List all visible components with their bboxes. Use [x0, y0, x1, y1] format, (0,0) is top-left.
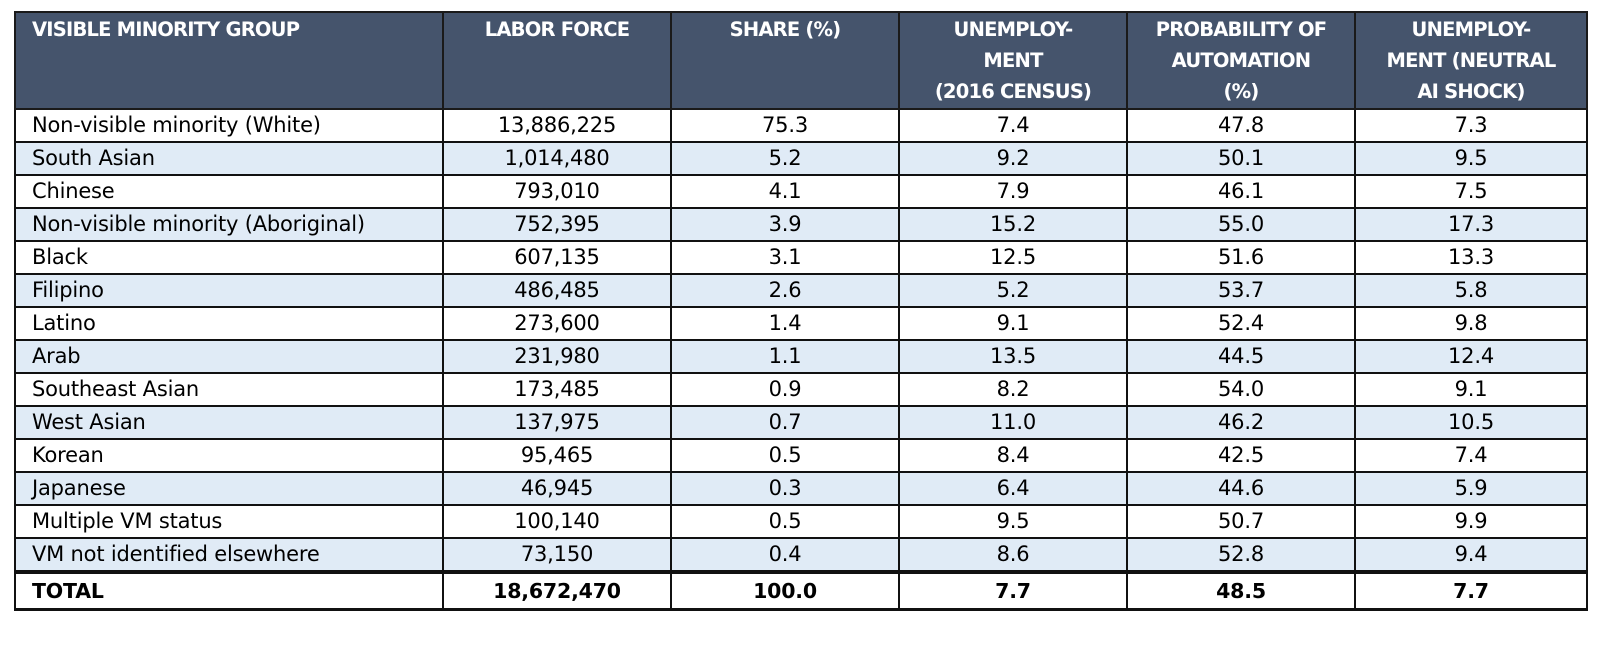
header-line: UNEMPLOY-	[1411, 18, 1531, 41]
column-header-share	[671, 12, 899, 109]
header-line: LABOR FORCE	[484, 18, 630, 41]
data-cell: 75.3	[671, 109, 899, 142]
data-cell: 3.1	[671, 241, 899, 274]
data-cell: 1,014,480	[443, 142, 671, 175]
data-cell: 100,140	[443, 505, 671, 538]
row-label-cell: South Asian	[15, 142, 443, 175]
data-cell: 10.5	[1355, 406, 1587, 439]
column-header-probability-of-automation	[1127, 12, 1355, 109]
data-cell: 46.1	[1127, 175, 1355, 208]
header-row	[15, 12, 1587, 109]
header-line: (2016 CENSUS)	[934, 80, 1092, 103]
column-header-unemployment-2016	[899, 12, 1127, 109]
data-cell: 7.5	[1355, 175, 1587, 208]
row-label-cell: Southeast Asian	[15, 373, 443, 406]
table-body	[15, 109, 1587, 610]
data-cell: 46,945	[443, 472, 671, 505]
column-header-labor-force	[443, 12, 671, 109]
row-label-cell: Multiple VM status	[15, 505, 443, 538]
data-cell: 50.7	[1127, 505, 1355, 538]
table-container	[14, 11, 1588, 611]
column-header-visible-minority-group	[15, 12, 443, 109]
data-cell: 52.4	[1127, 307, 1355, 340]
header-line: PROBABILITY OF	[1155, 18, 1327, 41]
data-cell: 17.3	[1355, 208, 1587, 241]
data-cell: 607,135	[443, 241, 671, 274]
data-cell: 6.4	[899, 472, 1127, 505]
table-row	[15, 241, 1587, 274]
data-cell: 47.8	[1127, 109, 1355, 142]
table-row	[15, 538, 1587, 572]
data-cell: 0.5	[671, 505, 899, 538]
data-cell: 15.2	[899, 208, 1127, 241]
data-cell: 0.9	[671, 373, 899, 406]
header-line: SHARE (%)	[729, 18, 841, 41]
data-cell: 486,485	[443, 274, 671, 307]
table-row	[15, 472, 1587, 505]
data-cell: 12.4	[1355, 340, 1587, 373]
table-row	[15, 274, 1587, 307]
header-line: MENT (NEUTRAL	[1386, 49, 1556, 72]
data-cell: 13.3	[1355, 241, 1587, 274]
data-cell: 9.5	[1355, 142, 1587, 175]
data-cell: 50.1	[1127, 142, 1355, 175]
data-cell: 5.2	[899, 274, 1127, 307]
row-label-cell: Latino	[15, 307, 443, 340]
data-cell: 8.2	[899, 373, 1127, 406]
data-cell: 273,600	[443, 307, 671, 340]
data-cell: 1.1	[671, 340, 899, 373]
data-cell: 95,465	[443, 439, 671, 472]
data-cell: 0.5	[671, 439, 899, 472]
data-cell: 5.9	[1355, 472, 1587, 505]
total-cell: 7.7	[1355, 572, 1587, 610]
row-label-cell: VM not identified elsewhere	[15, 538, 443, 572]
data-cell: 13.5	[899, 340, 1127, 373]
data-cell: 0.4	[671, 538, 899, 572]
table-row	[15, 208, 1587, 241]
data-cell: 3.9	[671, 208, 899, 241]
data-cell: 53.7	[1127, 274, 1355, 307]
data-cell: 9.1	[899, 307, 1127, 340]
table-row	[15, 142, 1587, 175]
row-label-cell: West Asian	[15, 406, 443, 439]
data-cell: 4.1	[671, 175, 899, 208]
data-cell: 12.5	[899, 241, 1127, 274]
data-cell: 7.3	[1355, 109, 1587, 142]
header-line: AI SHOCK)	[1417, 80, 1525, 103]
row-label-cell: Korean	[15, 439, 443, 472]
table-row	[15, 439, 1587, 472]
data-cell: 0.7	[671, 406, 899, 439]
total-cell: 7.7	[899, 572, 1127, 610]
data-cell: 9.9	[1355, 505, 1587, 538]
data-cell: 793,010	[443, 175, 671, 208]
data-cell: 52.8	[1127, 538, 1355, 572]
table-row	[15, 505, 1587, 538]
data-cell: 7.9	[899, 175, 1127, 208]
table-row	[15, 307, 1587, 340]
column-header-unemployment-neutral-ai-shock	[1355, 12, 1587, 109]
data-cell: 55.0	[1127, 208, 1355, 241]
row-label-cell: Non-visible minority (White)	[15, 109, 443, 142]
data-table	[14, 11, 1588, 611]
data-cell: 44.5	[1127, 340, 1355, 373]
table-row	[15, 340, 1587, 373]
data-cell: 9.1	[1355, 373, 1587, 406]
data-cell: 5.8	[1355, 274, 1587, 307]
data-cell: 9.8	[1355, 307, 1587, 340]
data-cell: 73,150	[443, 538, 671, 572]
table-row	[15, 373, 1587, 406]
data-cell: 0.3	[671, 472, 899, 505]
row-label-cell: Black	[15, 241, 443, 274]
table-row	[15, 109, 1587, 142]
row-label-cell: Non-visible minority (Aboriginal)	[15, 208, 443, 241]
header-line: (%)	[1223, 80, 1259, 103]
data-cell: 2.6	[671, 274, 899, 307]
data-cell: 752,395	[443, 208, 671, 241]
data-cell: 51.6	[1127, 241, 1355, 274]
table-header	[15, 12, 1587, 109]
data-cell: 9.4	[1355, 538, 1587, 572]
table-row	[15, 406, 1587, 439]
data-cell: 137,975	[443, 406, 671, 439]
header-line: VISIBLE MINORITY GROUP	[32, 18, 300, 41]
data-cell: 9.5	[899, 505, 1127, 538]
data-cell: 1.4	[671, 307, 899, 340]
data-cell: 9.2	[899, 142, 1127, 175]
row-label-cell: Arab	[15, 340, 443, 373]
total-row	[15, 572, 1587, 610]
total-label-cell: TOTAL	[15, 572, 443, 610]
data-cell: 8.6	[899, 538, 1127, 572]
table-row	[15, 175, 1587, 208]
data-cell: 7.4	[1355, 439, 1587, 472]
data-cell: 231,980	[443, 340, 671, 373]
total-cell: 48.5	[1127, 572, 1355, 610]
data-cell: 44.6	[1127, 472, 1355, 505]
data-cell: 5.2	[671, 142, 899, 175]
row-label-cell: Japanese	[15, 472, 443, 505]
data-cell: 42.5	[1127, 439, 1355, 472]
data-cell: 46.2	[1127, 406, 1355, 439]
data-cell: 173,485	[443, 373, 671, 406]
data-cell: 7.4	[899, 109, 1127, 142]
total-cell: 100.0	[671, 572, 899, 610]
total-cell: 18,672,470	[443, 572, 671, 610]
data-cell: 13,886,225	[443, 109, 671, 142]
header-line: AUTOMATION	[1171, 49, 1311, 72]
row-label-cell: Chinese	[15, 175, 443, 208]
data-cell: 8.4	[899, 439, 1127, 472]
header-line: MENT	[983, 49, 1043, 72]
data-cell: 54.0	[1127, 373, 1355, 406]
data-cell: 11.0	[899, 406, 1127, 439]
header-line: UNEMPLOY-	[953, 18, 1073, 41]
row-label-cell: Filipino	[15, 274, 443, 307]
